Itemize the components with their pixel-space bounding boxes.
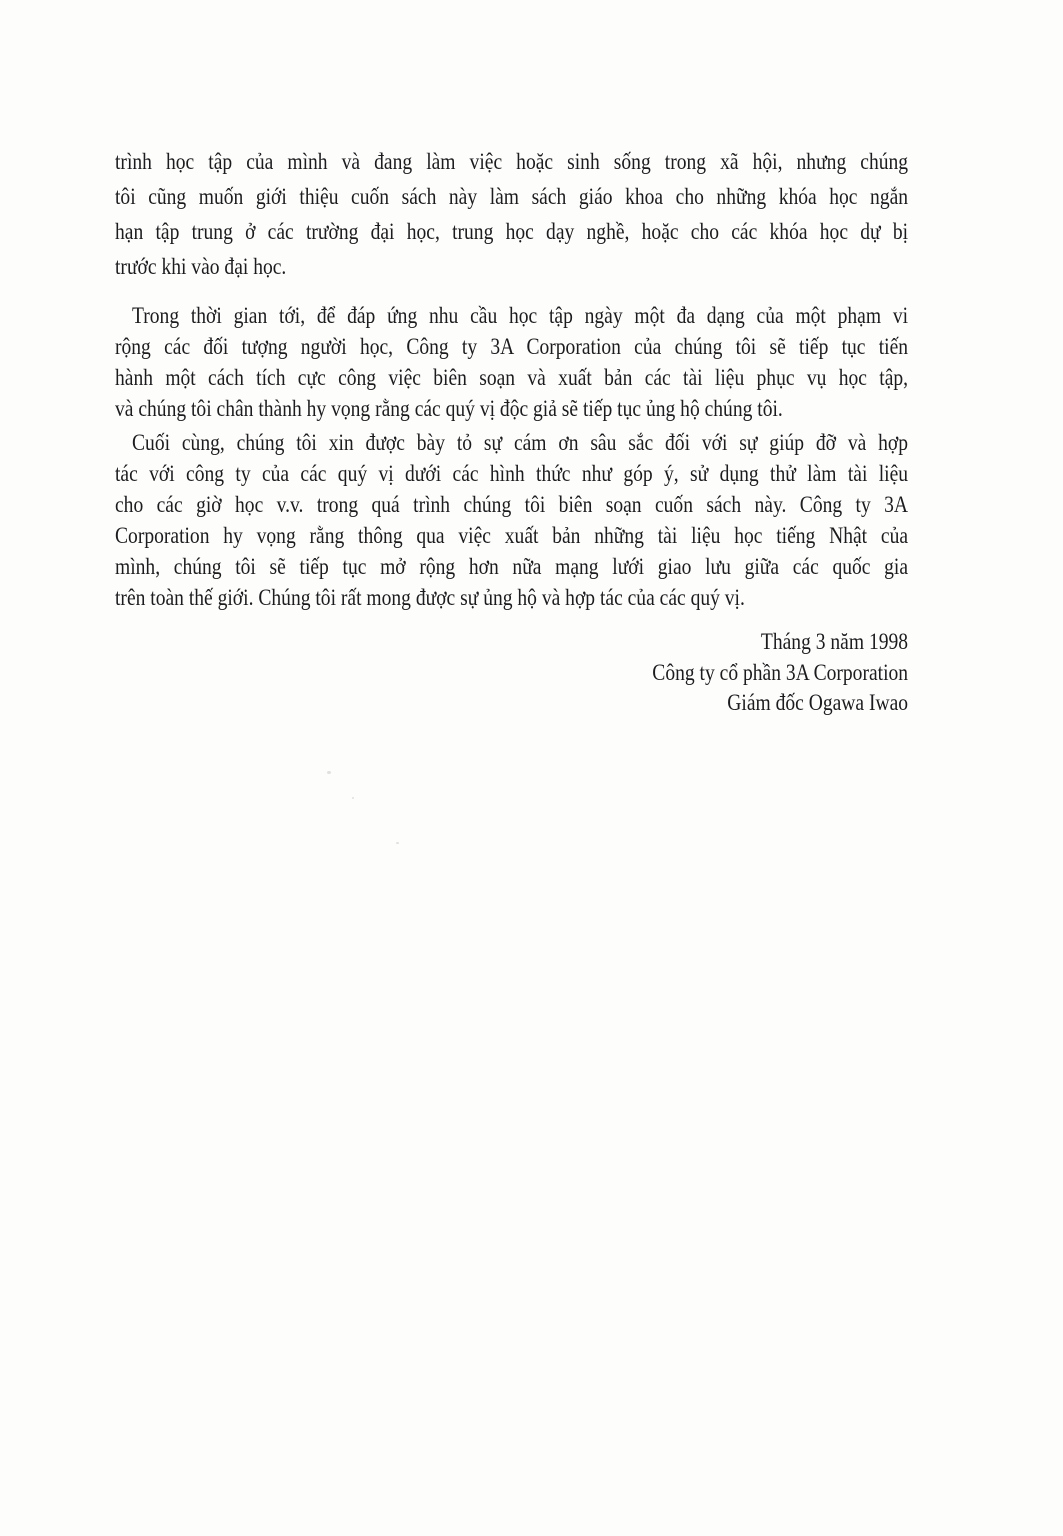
scan-speck: [327, 771, 331, 774]
text-line: và chúng tôi chân thành hy vọng rằng các quý vị độc giả sẽ tiếp tục ủng hộ chúng tôi.: [115, 396, 783, 421]
text-line: tác với công ty của các quý vị dưới các hình thức như góp ý, sử dụng thử làm tài liệu: [115, 461, 909, 486]
text-line: hành một cách tích cực công việc biên soạn và xuất bản các tài liệu phục vụ học tập,: [115, 365, 909, 390]
text-line: mình, chúng tôi sẽ tiếp tục mở rộng hơn nữa mạng lưới giao lưu giữa các quốc gia: [115, 554, 909, 579]
text-line: trình học tập của mình và đang làm việc hoặc sinh sống trong xã hội, nhưng chúng: [115, 149, 909, 174]
text-line: rộng các đối tượng người học, Công ty 3A Corporation của chúng tôi sẽ tiếp tục tiến: [115, 334, 909, 359]
scan-speck: [352, 797, 354, 799]
signature-company: Công ty cổ phần 3A Corporation: [652, 659, 909, 685]
scan-speck: [396, 842, 399, 844]
paragraph-1: [115, 144, 908, 284]
text-line: trước khi vào đại học.: [115, 254, 287, 279]
signature-signer: Giám đốc Ogawa Iwao: [727, 690, 909, 715]
text-line: Cuối cùng, chúng tôi xin được bày tỏ sự cám ơn sâu sắc đối với sự giúp đỡ và hợp: [132, 430, 909, 455]
text-line: cho các giờ học v.v. trong quá trình chúng tôi biên soạn cuốn sách này. Công ty 3A: [115, 492, 909, 517]
text-line: Trong thời gian tới, để đáp ứng nhu cầu học tập ngày một đa dạng của một phạm vi: [132, 303, 909, 328]
text-line: trên toàn thế giới. Chúng tôi rất mong được sự ủng hộ và hợp tác của các quý vị.: [115, 585, 745, 610]
page-text-block: [115, 144, 908, 719]
paragraph-3: [115, 427, 908, 613]
signature-block: [115, 627, 908, 719]
text-line: tôi cũng muốn giới thiệu cuốn sách này làm sách giáo khoa cho những khóa học ngắn: [115, 184, 909, 209]
paragraph-2: [115, 300, 908, 424]
signature-date: Tháng 3 năm 1998: [760, 629, 909, 654]
text-line: hạn tập trung ở các trường đại học, trung học dạy nghề, hoặc cho các khóa học dự bị: [115, 219, 909, 244]
text-line: Corporation hy vọng rằng thông qua việc xuất bản những tài liệu học tiếng Nhật của: [115, 523, 909, 548]
